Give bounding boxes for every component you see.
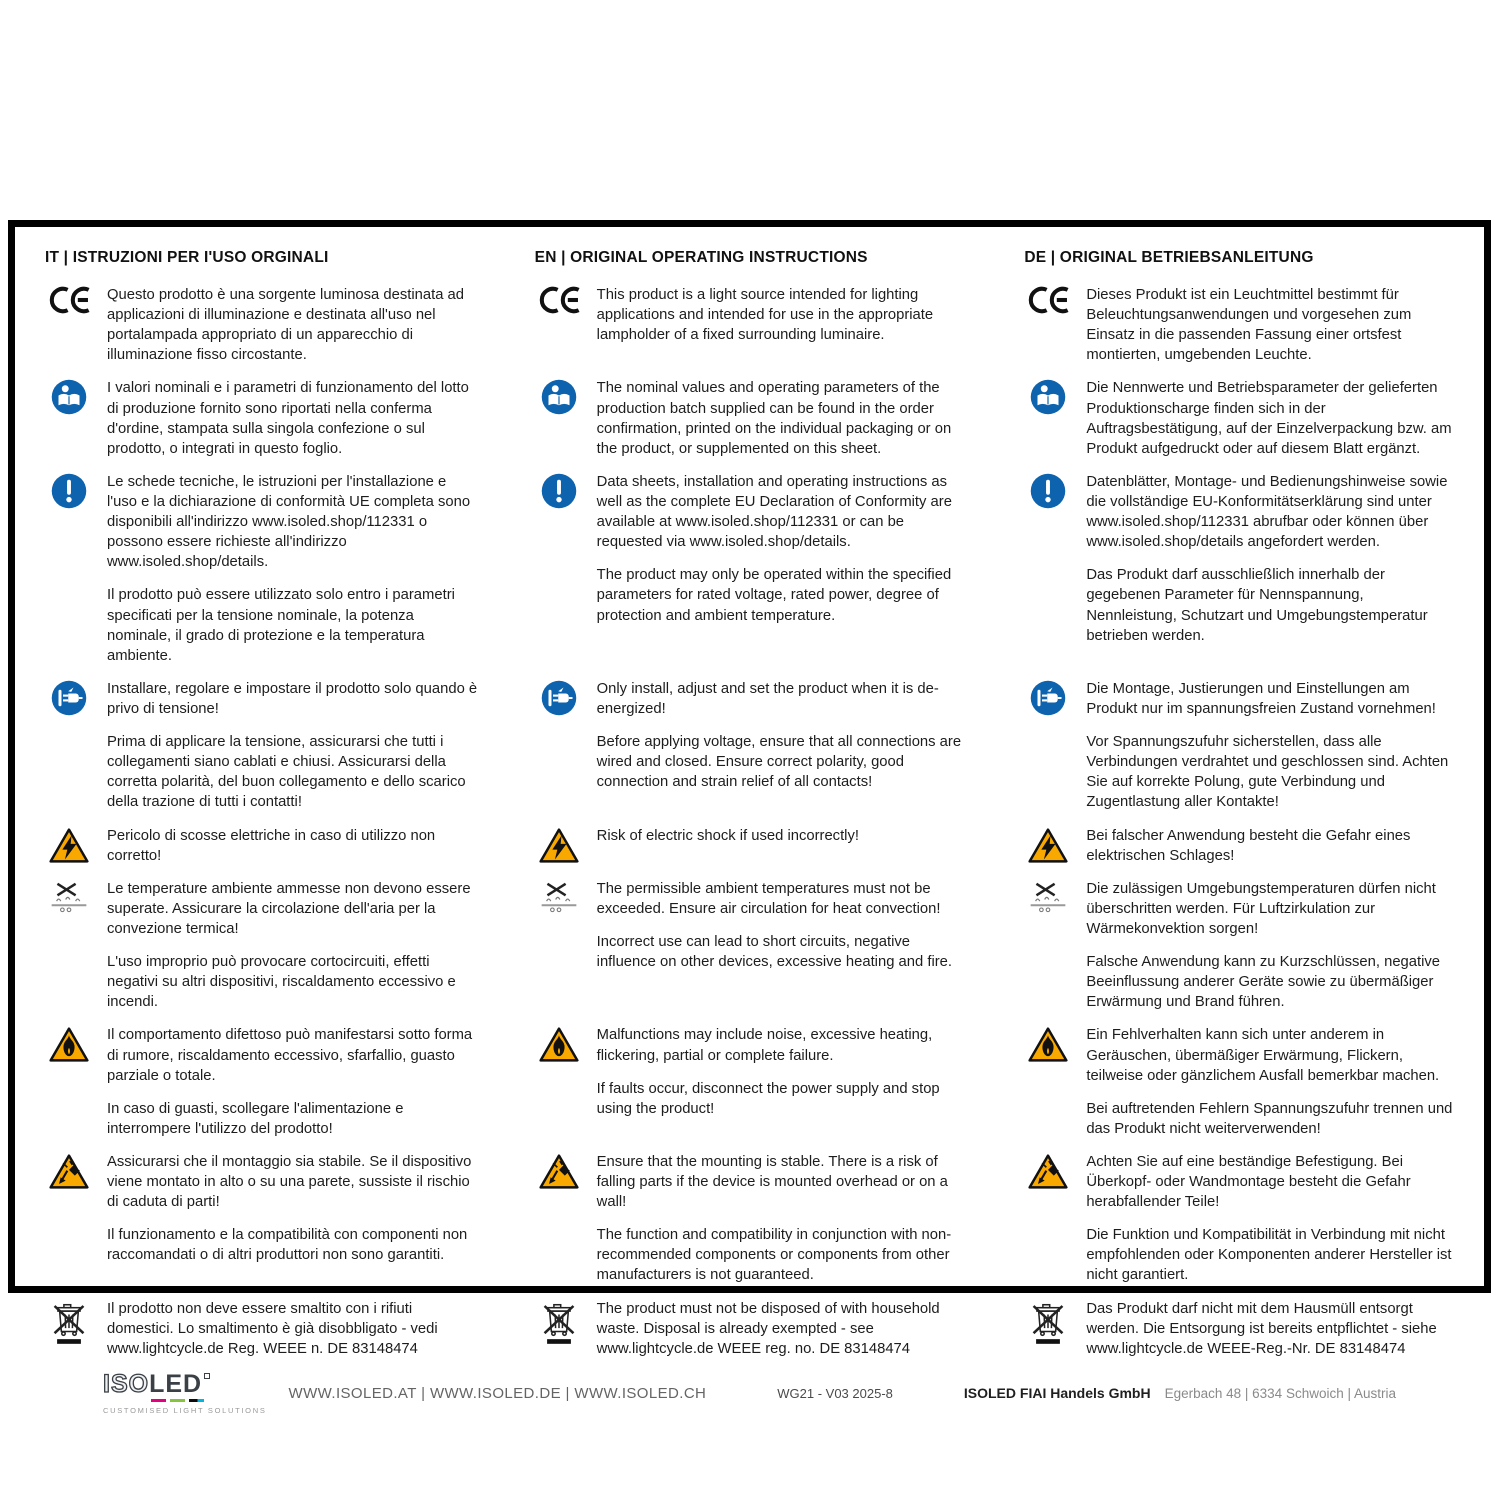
instruction-paragraph: Risk of electric shock if used incorrectly! (596, 827, 859, 844)
instruction-paragraph: Achten Sie auf eine beständige Befestigung. Bei Überkopf- oder Wandmontage besteht die Gefahr herabfallender Teile! (1086, 1153, 1411, 1211)
ambient-temperature-icon (1024, 879, 1072, 1026)
instruction-paragraph: Bei falscher Anwendung besteht die Gefahr eines elektrischen Schlages! (1086, 827, 1411, 864)
instruction-block-de-3 (1024, 472, 1458, 659)
ambient-temperature-icon (535, 879, 583, 994)
instruction-paragraph: I valori nominali e i parametri di funzionamento del lotto di produzione fornito sono riportati nella conferma d'ordine, stampata sulla singola confezione o sul prodotto, o integrati in questo foglio. (107, 380, 469, 457)
mandatory-exclamation-icon (535, 472, 583, 639)
instruction-paragraph: L'uso improprio può provocare cortocircuiti, effetti negativi su altri dispositivi, riscaldamento eccessivo e incendi. (107, 954, 456, 1011)
instruction-paragraph: Prima di applicare la tensione, assicurarsi che tutti i collegamenti siano cablati e chiusi. Assicurarsi della corretta polarità, del buon collegamento e dello scarico della trazione di tutti i contatti! (107, 734, 466, 811)
instruction-block-de-2 (1024, 378, 1458, 471)
ce-mark-icon (45, 285, 93, 378)
instruction-block-de-9 (1024, 1299, 1458, 1372)
instruction-block-en-1 (535, 285, 969, 361)
column-header-en: EN | ORIGINAL OPERATING INSTRUCTIONS (534, 249, 868, 266)
sheet-frame (8, 220, 1491, 1415)
instruction-text (1086, 1299, 1458, 1372)
instruction-paragraph: In caso di guasti, scollegare l'alimentazione e interrompere l'utilizzo del prodotto! (107, 1100, 404, 1137)
instruction-text (1086, 679, 1458, 826)
instruction-block-en-3 (535, 472, 969, 639)
read-manual-icon (535, 378, 583, 471)
instruction-text (107, 472, 479, 679)
instruction-block-it-2 (45, 378, 479, 471)
instruction-paragraph: The permissible ambient temperatures must not be exceeded. Ensure air circulation for heat convection! (596, 880, 941, 917)
instruction-text (597, 679, 969, 806)
instruction-paragraph: Pericolo di scosse elettriche in caso di utilizzo non corretto! (107, 827, 436, 864)
instruction-paragraph: Incorrect use can lead to short circuits, negative influence on other devices, excessive heating and fire. (596, 933, 952, 971)
logo-registered-mark (204, 1373, 210, 1379)
instruction-paragraph: Die Montage, Justierungen und Einstellungen am Produkt nur im spannungsfreien Zustand vornehmen! (1086, 680, 1436, 717)
instruction-paragraph: Vor Spannungszufuhr sicherstellen, dass alle Verbindungen verdrahtet und geschlossen sind. Achten Sie auf korrekte Polung, gute Verbindung und Zugentlastung aller Kontakte! (1086, 734, 1449, 811)
instruction-text (107, 1299, 479, 1372)
instruction-block-it-3 (45, 472, 479, 679)
instruction-block-it-7 (45, 1025, 479, 1152)
instruction-paragraph: Datenblätter, Montage- und Bedienungshinweise sowie die vollständige EU-Konformitätserklärung sind unter www.isoled.shop/112331 abrufbar oder können über www.isoled.shop/details angefordert werden. (1086, 473, 1448, 551)
instruction-block-en-6 (535, 879, 969, 994)
column-header-it: IT | ISTRUZIONI PER I'USO ORGINALI (45, 249, 329, 266)
instruction-paragraph: Die Nennwerte und Betriebsparameter der gelieferten Produktionscharge finden sich in der Auftragsbestätigung, auf der Einzelverpackung bzw. am Produkt aufgedruckt oder auf diesem Blatt ergänzt. (1086, 380, 1452, 457)
instruction-paragraph: Il comportamento difettoso può manifestarsi sotto forma di rumore, riscaldamento eccessivo, sfarfallio, guasto parziale o totale. (107, 1027, 473, 1084)
instruction-block-it-9 (45, 1299, 479, 1372)
ce-mark-icon (535, 285, 583, 361)
instruction-text (1086, 826, 1458, 879)
instruction-block-it-8 (45, 1152, 479, 1279)
instruction-paragraph: Installare, regolare e impostare il prodotto solo quando è privo di tensione! (107, 680, 478, 717)
instruction-paragraph: Only install, adjust and set the product when it is de-energized! (596, 680, 939, 717)
instruction-text (107, 679, 479, 826)
instruction-text (597, 826, 969, 871)
instruction-text (1086, 1152, 1458, 1299)
instruction-block-de-7 (1024, 1025, 1458, 1152)
electric-shock-warning-icon (535, 826, 583, 871)
instructions-grid (45, 243, 1458, 1372)
ce-mark-icon (1024, 285, 1072, 378)
logo-wordmark (103, 1369, 267, 1398)
instruction-block-de-8 (1024, 1152, 1458, 1299)
instruction-text (597, 472, 969, 639)
instruction-paragraph: Il prodotto non deve essere smaltito con i rifiuti domestici. Lo smaltimento è già disobbligato - vedi www.lightcycle.de Reg. WEEE n. DE 83148474 (107, 1300, 438, 1357)
column-header-de: DE | ORIGINAL BETRIEBSANLEITUNG (1024, 249, 1314, 266)
instruction-text (597, 1152, 969, 1299)
company-address: Egerbach 48 | 6334 Schwoich | Austria (1164, 1386, 1396, 1402)
instruction-text (107, 378, 479, 471)
disconnect-power-icon (1024, 679, 1072, 826)
instruction-paragraph: Ein Fehlverhalten kann sich unter anderem in Geräuschen, übermäßiger Erwärmung, Flickern, teilweise oder gänzlichem Ausfall bemerkbar machen. (1086, 1027, 1440, 1084)
instruction-block-de-5 (1024, 826, 1458, 879)
disconnect-power-icon (535, 679, 583, 806)
instruction-paragraph: Assicurarsi che il montaggio sia stabile. Se il dispositivo viene montato in alto o su una parete, sussiste il rischio di caduta di parti! (107, 1153, 472, 1211)
instruction-text (1086, 378, 1458, 471)
instruction-text (1086, 285, 1458, 378)
instruction-block-en-4 (535, 679, 969, 806)
instruction-block-en-9 (535, 1299, 969, 1372)
instruction-paragraph: Falsche Anwendung kann zu Kurzschlüssen, negative Beeinflussung anderer Geräte sowie zu übermäßiger Erwärmung und Brand führen. (1086, 954, 1441, 1011)
fire-warning-icon (1024, 1025, 1072, 1152)
instruction-text (107, 826, 479, 879)
footer (45, 1369, 1458, 1419)
instruction-paragraph: The product may only be operated within the specified parameters for rated voltage, rated power, degree of protection and ambient temperature. (596, 567, 952, 624)
mandatory-exclamation-icon (1024, 472, 1072, 659)
read-manual-icon (1024, 378, 1072, 471)
fire-warning-icon (535, 1025, 583, 1132)
instruction-block-de-6 (1024, 879, 1458, 1026)
read-manual-icon (45, 378, 93, 471)
instruction-block-it-6 (45, 879, 479, 1026)
instruction-paragraph: Questo prodotto è una sorgente luminosa destinata ad applicazioni di illuminazione e destinata all'uso nel portalampada appropriato di un apparecchio di illuminazione fisso circostante. (107, 287, 465, 364)
logo-bar-green (170, 1399, 185, 1402)
instruction-paragraph: Das Produkt darf ausschließlich innerhalb der gegebenen Parameter für Nennspannung, Nennleistung, Schutzart und Umgebungstemperatur betrieben werden. (1086, 567, 1428, 644)
instruction-block-de-4 (1024, 679, 1458, 826)
instruction-block-it-5 (45, 826, 479, 879)
logo-color-bars (151, 1399, 267, 1402)
instruction-text (597, 1025, 969, 1132)
instruction-paragraph: Dieses Produkt ist ein Leuchtmittel bestimmt für Beleuchtungsanwendungen und vorgesehen zum Einsatz in die passenden Fassung einer ortsfest montierten, umgebenden Leuchte. (1086, 287, 1412, 364)
instruction-paragraph: Il prodotto può essere utilizzato solo entro i parametri specificati per la tensione nominale, la potenza nominale, il grado di protezione e la temperatura ambiente. (107, 587, 455, 664)
company-name: ISOLED FIAI Handels GmbH (963, 1385, 1151, 1402)
instruction-block-en-7 (535, 1025, 969, 1132)
instruction-text (1086, 1025, 1458, 1152)
electric-shock-warning-icon (45, 826, 93, 879)
instruction-block-de-1 (1024, 285, 1458, 378)
logo-tagline: CUSTOMISED LIGHT SOLUTIONS (103, 1405, 267, 1415)
falling-parts-warning-icon (45, 1152, 93, 1279)
weee-bin-icon (45, 1299, 93, 1372)
instruction-text (597, 1299, 969, 1372)
instruction-paragraph: If faults occur, disconnect the power supply and stop using the product! (596, 1080, 940, 1117)
instruction-block-it-4 (45, 679, 479, 826)
instruction-text (1086, 472, 1458, 659)
instruction-paragraph: Die zulässigen Umgebungstemperaturen dürfen nicht überschritten werden. Für Luftzirkulation zur Wärmekonvektion sorgen! (1086, 880, 1436, 937)
weee-bin-icon (535, 1299, 583, 1372)
instruction-paragraph: The function and compatibility in conjunction with non-recommended components or components from other manufacturers is not guaranteed. (596, 1227, 952, 1284)
document-number: WG21 - V03 2025-8 (777, 1385, 893, 1401)
instruction-text (1086, 879, 1458, 1026)
instruction-paragraph: Die Funktion und Kompatibilität in Verbindung mit nicht empfohlenden oder Komponenten anderer Hersteller ist nicht garantiert. (1086, 1227, 1452, 1284)
electric-shock-warning-icon (1024, 826, 1072, 879)
logo-bar-black-cyan (189, 1399, 204, 1402)
instruction-paragraph: Le schede tecniche, le istruzioni per l'installazione e l'uso e la dichiarazione di conformità UE completa sono disponibili all'indirizzo www.isoled.shop/112331 o possono essere richieste all'indirizzo www.isoled.shop/details. (107, 473, 471, 571)
instruction-paragraph: Das Produkt darf nicht mit dem Hausmüll entsorgt werden. Die Entsorgung ist bereits entpflichtet - siehe www.lightcycle.de WEEE-Reg.-Nr. DE 83148474 (1086, 1300, 1437, 1357)
falling-parts-warning-icon (535, 1152, 583, 1299)
instruction-text (597, 879, 969, 994)
company-line (964, 1385, 1396, 1401)
instruction-paragraph: Malfunctions may include noise, excessive heating, flickering, partial or complete failure. (596, 1027, 933, 1064)
isoled-logo (103, 1369, 267, 1415)
footer-websites: WWW.ISOLED.AT | WWW.ISOLED.DE | WWW.ISOLED.CH (288, 1384, 707, 1402)
instruction-text (597, 378, 969, 471)
disconnect-power-icon (45, 679, 93, 826)
instruction-block-en-5 (535, 826, 969, 871)
weee-bin-icon (1024, 1299, 1072, 1372)
fire-warning-icon (45, 1025, 93, 1152)
instruction-block-en-2 (535, 378, 969, 471)
instruction-text (107, 1025, 479, 1152)
instruction-paragraph: This product is a light source intended for lighting applications and intended for use in the appropriate lampholder of a fixed surrounding luminaire. (596, 287, 934, 344)
logo-text-led: LED (149, 1369, 203, 1398)
instruction-paragraph: The product must not be disposed of with household waste. Disposal is already exempted - see www.lightcycle.de WEEE reg. no. DE 83148474 (596, 1300, 940, 1357)
mandatory-exclamation-icon (45, 472, 93, 679)
instruction-block-it-1 (45, 285, 479, 378)
logo-text-iso: ISO (103, 1369, 150, 1398)
instruction-text (107, 1152, 479, 1279)
ambient-temperature-icon (45, 879, 93, 1026)
instruction-block-en-8 (535, 1152, 969, 1299)
instruction-paragraph: Before applying voltage, ensure that all connections are wired and closed. Ensure correct polarity, good connection and strain relief of all contacts! (596, 734, 962, 791)
logo-bar-magenta (151, 1399, 166, 1402)
instruction-text (107, 285, 479, 378)
instruction-paragraph: Il funzionamento e la compatibilità con componenti non raccomandati o di altri produttori non sono garantiti. (107, 1227, 468, 1264)
instruction-paragraph: Ensure that the mounting is stable. There is a risk of falling parts if the device is mounted overhead or on a wall! (596, 1153, 948, 1211)
instruction-text (597, 285, 969, 361)
instruction-paragraph: Le temperature ambiente ammesse non devono essere superate. Assicurare la circolazione dell'aria per la convezione termica! (107, 880, 471, 937)
instruction-paragraph: Bei auftretenden Fehlern Spannungszufuhr trennen und das Produkt nicht weiterverwenden! (1086, 1100, 1453, 1137)
instruction-text (107, 879, 479, 1026)
instruction-paragraph: The nominal values and operating parameters of the production batch supplied can be found in the order confirmation, printed on the individual packaging or on the product, or supplemented on this sheet. (596, 380, 952, 457)
instruction-paragraph: Data sheets, installation and operating instructions as well as the complete EU Declaration of Conformity are available at www.isoled.shop/112331 or can be requested via www.isoled.shop/details. (596, 473, 952, 551)
falling-parts-warning-icon (1024, 1152, 1072, 1299)
